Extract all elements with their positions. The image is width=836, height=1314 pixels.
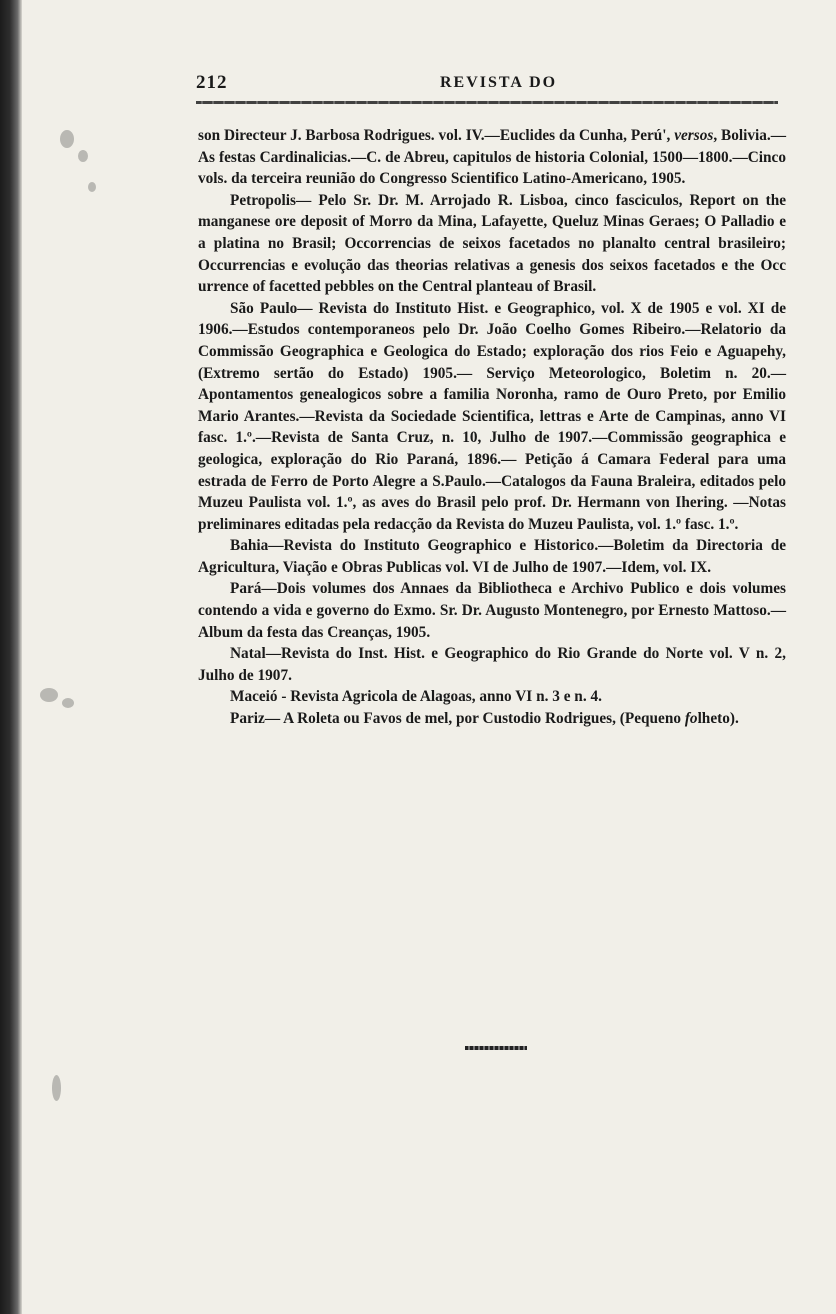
paragraph-pariz: Pariz— A Roleta ou Favos de mel, por Custodio Rodrigues, (Pequeno folheto). <box>230 710 739 728</box>
book-spine-shadow <box>0 0 22 1314</box>
page-header <box>196 72 782 100</box>
paper-speck <box>62 698 74 708</box>
paragraph-bahia: Bahia—Revista do Instituto Geographico e Historico.—Boletim da Directoria de Agricultura, Viação e Obras Publicas vol. VI de Julho de 1907.—Idem, vol. IX. <box>198 537 786 576</box>
page-number: 212 <box>196 72 228 93</box>
header-rule <box>196 101 778 104</box>
page-body <box>198 125 786 730</box>
paragraph-maceio: Maceió - Revista Agricola de Alagoas, anno VI n. 3 e n. 4. <box>230 688 602 706</box>
paper-speck <box>60 130 74 148</box>
paper-speck <box>78 150 88 162</box>
paragraph-sao-paulo: São Paulo— Revista do Instituto Hist. e Geographico, vol. X de 1905 e vol. XI de 1906.—Estudos contemporaneos pelo Dr. João Coelho Gomes Ribeiro.—Relatorio da Commissão Geographica e Geologica do Estado; exploração dos rios Feio e Aguapehy, (Extremo sertão do Estado) 1905.— Serviço Meteorologico, Boletim n. 20.—Apontamentos genealogicos sobre a familia Noronha, ramo de Ouro Preto, por Emilio Mario Arantes.—Revista da Sociedade Scientifica, lettras e Arte de Campinas, anno VI fasc. 1.º.—Revista de Santa Cruz, n. 10, Julho de 1907.—Commissão geographica e geologica, exploração do Rio Paraná, 1896.— Petição á Camara Federal para uma estrada de Ferro de Porto Alegre a S.Paulo.—Catalogos da Fauna Braleira, editados pelo Muzeu Paulista vol. 1.º, as aves do Brasil pelo prof. Dr. Hermann von Ihering. —Notas preliminares editadas pela redacção da Revista do Muzeu Paulista, vol. 1.º fasc. 1.º. <box>198 299 786 533</box>
paragraph-petropolis: Petropolis— Pelo Sr. Dr. M. Arrojado R. Lisboa, cinco fasciculos, Report on the manganese ore deposit of Morro da Mina, Lafayette, Queluz Minas Geraes; O Palladio e a platina no Brasil; Occorrencias de seixos facetados no planalto central brasileiro; Occurrencias e evolução das theorias relativas a genesis dos seixos facetados e the Occ urrence of facetted pebbles on the Central planteau of Brasil. <box>198 191 786 296</box>
paper-speck <box>40 688 58 702</box>
paragraph-para: Pará—Dois volumes dos Annaes da Bibliotheca e Archivo Publico e dois volumes contendo a vida e governo do Exmo. Sr. Dr. Augusto Montenegro, por Ernesto Mattoso.—Album da festa das Creanças, 1905. <box>198 580 786 641</box>
paper-speck <box>52 1075 61 1101</box>
paper-speck <box>88 182 96 192</box>
running-title: REVISTA DO <box>440 74 558 91</box>
paragraph-natal: Natal—Revista do Inst. Hist. e Geographico do Rio Grande do Norte vol. V n. 2, Julho de 1907. <box>198 645 786 684</box>
end-ornament <box>465 1046 527 1050</box>
paragraph-continuation: son Directeur J. Barbosa Rodrigues. vol. IV.—Euclides da Cunha, Perú', versos, Bolivia.—As festas Cardinalicias.—C. de Abreu, capitulos de historia Colonial, 1500—1800.—Cinco vols. da terceira reunião do Congresso Scientifico Latino-Americano, 1905. <box>198 127 787 188</box>
